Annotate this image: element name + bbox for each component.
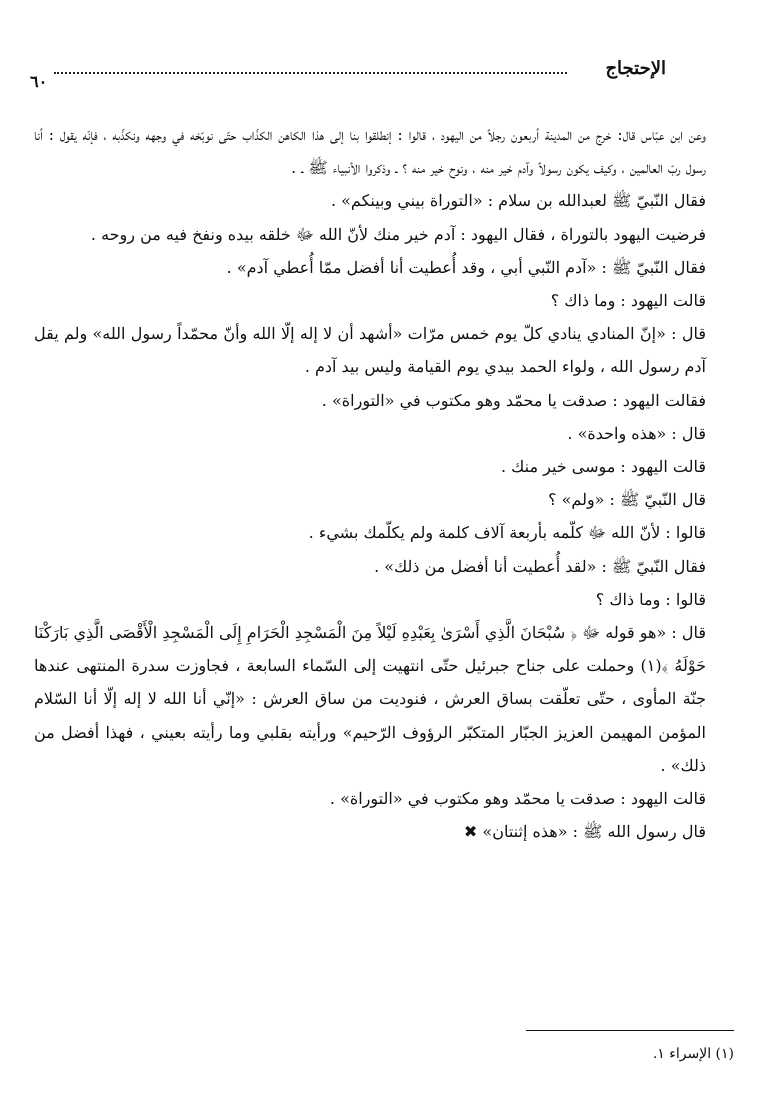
paragraph: فقال النّبيّ ﷺ : «آدم النّبي أبي ، وقد أُعطيت أنا أفضل ممّا أُعطي آدم» . bbox=[226, 257, 706, 277]
paragraph: قالت اليهود : صدقت يا محمّد وهو مكتوب في «التوراة» . bbox=[329, 789, 706, 809]
paragraph: قالوا : لأنّ الله ﷻ كلّمه بأربعة آلاف كلمة ولم يكلّمك بشيء . bbox=[308, 523, 706, 543]
paragraph: فقال النّبيّ ﷺ لعبدالله بن سلام : «التوراة بيني وبينكم» . bbox=[330, 191, 706, 211]
paragraph: قال : «هذه واحدة» . bbox=[567, 423, 706, 443]
paragraph: قال رسول الله ﷺ : «هذه إثنتان» ✖ bbox=[463, 822, 706, 842]
paragraph: قالت اليهود : موسى خير منك . bbox=[500, 457, 706, 477]
footnote: (١) الإسراء ١. bbox=[652, 1046, 734, 1062]
chapter-title: الإحتجاج bbox=[605, 58, 666, 79]
footnote-rule bbox=[526, 1030, 734, 1031]
running-header bbox=[30, 58, 666, 91]
page-number: ٦٠ bbox=[30, 72, 48, 91]
paragraph: وعن ابن عبّاس قال: خرج من المدينة أربعون رجلاً من اليهود ، قالوا : إنطلقوا بنا إلى هذا الكاهن الكذّاب حتّى نوبّخه في وجهه ونكذّبه ، فإنّه يقول : أنا رسول ربّ العالمين ، وكيف يكون رسولاً وآدم خير منه ، ونوح خير منه ؟ ـ وذكروا الأنبياء ﷺ ـ . bbox=[34, 125, 706, 178]
main-text bbox=[34, 118, 734, 848]
paragraph: فرضيت اليهود بالتوراة ، فقال اليهود : آدم خير منك لأنّ الله ﷻ خلقه بيده ونفخ فيه من روحه . bbox=[90, 224, 706, 244]
paragraph: قال النّبيّ ﷺ : «ولم» ؟ bbox=[548, 490, 706, 510]
paragraph: فقالت اليهود : صدقت يا محمّد وهو مكتوب في «التوراة» . bbox=[321, 390, 706, 410]
paragraph: فقال النّبيّ ﷺ : «لقد أُعطيت أنا أفضل من ذلك» . bbox=[374, 556, 706, 576]
paragraph: قالوا : وما ذاك ؟ bbox=[595, 589, 706, 609]
paragraph: قال : «هو قوله ﷻ ﴿ سُبْحَانَ الَّذِي أَسْرَىٰ بِعَبْدِهِ لَيْلاً مِنَ الْمَسْجِدِ الْحَرَامِ إِلَى الْمَسْجِدِ الْأَقْصَى الَّذِي بَارَكْنَا حَوْلَهُ ﴾(١) وحملت على جناح جبرئيل حتّى انتهيت إلى السّماء السابعة ، فجاوزت سدرة المنتهى عندها جنّة المأوى ، حتّى تعلّقت بساق العرش ، فنوديت من ساق العرش : «إنّي أنا الله لا إله إلّا أنا السّلام المؤمن المهيمن العزيز الجبّار المتكبّر الرؤوف الرّحيم» ورأيته بقلبي وما رأيته بعيني ، فهذا أفضل من ذلك» . bbox=[34, 623, 706, 775]
header-dotted-leader bbox=[54, 72, 567, 74]
paragraph: قال : «إنّ المنادي ينادي كلّ يوم خمس مرّات «أشهد أن لا إله إلّا الله وأنّ محمّداً رسول الله» ولم يقل آدم رسول الله ، ولواء الحمد بيدي يوم القيامة وليس بيد آدم . bbox=[34, 324, 706, 377]
paragraph: قالت اليهود : وما ذاك ؟ bbox=[550, 291, 706, 311]
